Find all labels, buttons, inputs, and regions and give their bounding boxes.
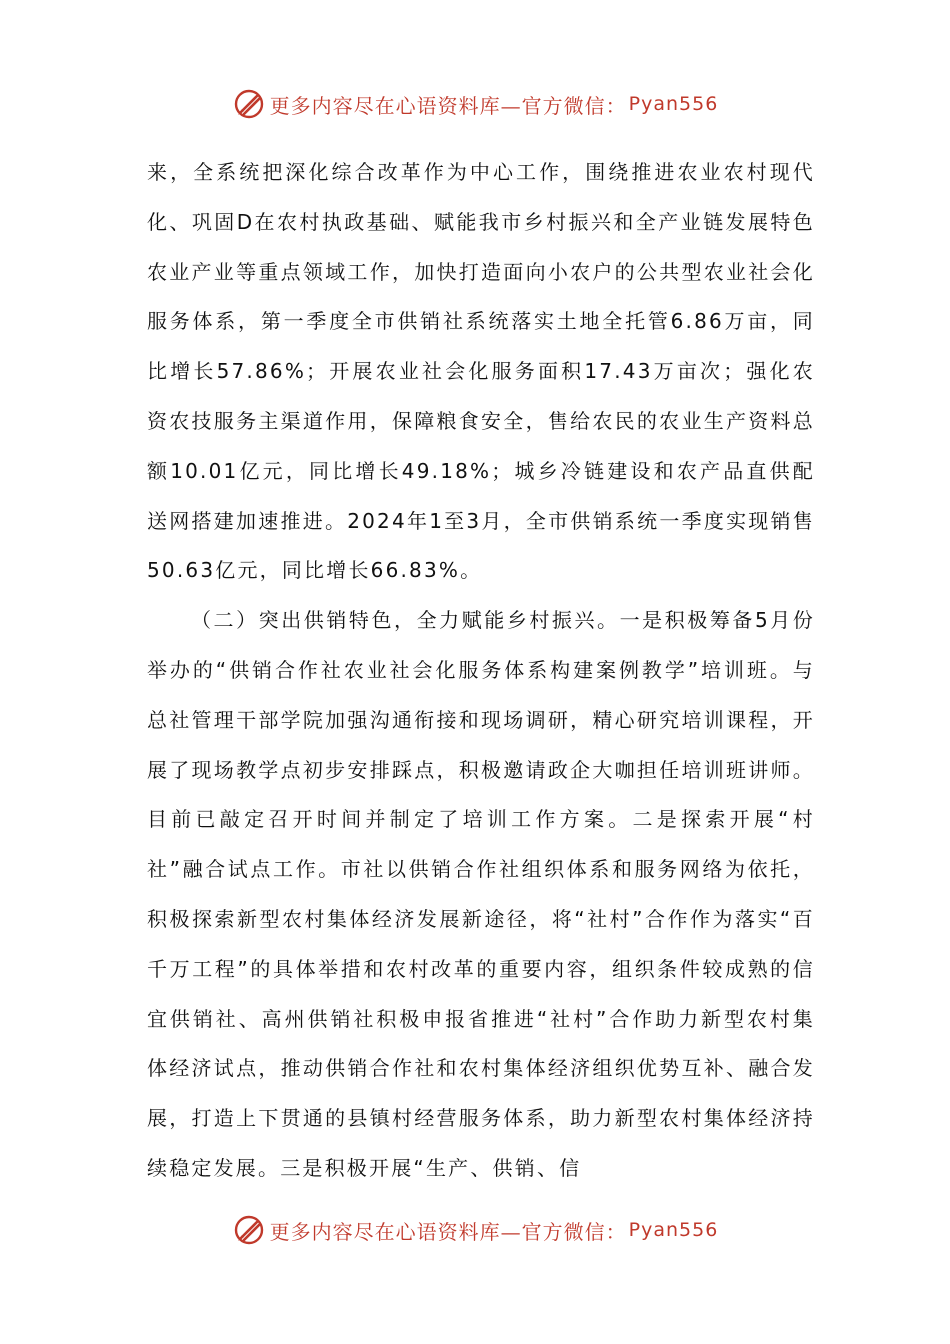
watermark-wechat-id: Pyan556 bbox=[628, 1219, 719, 1241]
watermark-text: 更多内容尽在心语资料库—官方微信： bbox=[269, 93, 627, 118]
pen-circle-icon bbox=[232, 1213, 266, 1247]
paragraph-1: 来，全系统把深化综合改革作为中心工作，围绕推进农业农村现代化、巩固D在农村执政基础、赋能我市乡村振兴和全产业链发展特色农业产业等重点领域工作，加快打造面向小农户的公共型农业社会化服务体系，第一季度全市供销社系统落实土地全托管6.86万亩，同比增长57.86%；开展农业社会化服务面积17.43万亩次；强化农资农技服务主渠道作用，保障粮食安全，售给农民的农业生产资料总额10.01亿元，同比增长49.18%；城乡冷链建设和农产品直供配送网搭建加速推进。2024年1至3月，全市供销系统一季度实现销售50.63亿元，同比增长66.83%。 bbox=[147, 160, 815, 583]
document-body bbox=[147, 148, 815, 1194]
footer-watermark bbox=[0, 1210, 950, 1250]
header-watermark bbox=[0, 84, 950, 124]
watermark-wechat-id: Pyan556 bbox=[628, 93, 719, 115]
pen-circle-icon bbox=[232, 87, 266, 121]
paragraph-2: （二）突出供销特色，全力赋能乡村振兴。一是积极筹备5月份举办的“供销合作社农业社会化服务体系构建案例教学”培训班。与总社管理干部学院加强沟通衔接和现场调研，精心研究培训课程，开展了现场教学点初步安排踩点，积极邀请政企大咖担任培训班讲师。目前已敲定召开时间并制定了培训工作方案。二是探索开展“村社”融合试点工作。市社以供销合作社组织体系和服务网络为依托，积极探索新型农村集体经济发展新途径，将“社村”合作作为落实“百千万工程”的具体举措和农村改革的重要内容，组织条件较成熟的信宜供销社、高州供销社积极申报省推进“社村”合作助力新型农村集体经济试点，推动供销合作社和农村集体经济组织优势互补、融合发展，打造上下贯通的县镇村经营服务体系，助力新型农村集体经济持续稳定发展。三是积极开展“生产、供销、信 bbox=[147, 608, 815, 1180]
watermark-text: 更多内容尽在心语资料库—官方微信： bbox=[269, 1219, 627, 1244]
